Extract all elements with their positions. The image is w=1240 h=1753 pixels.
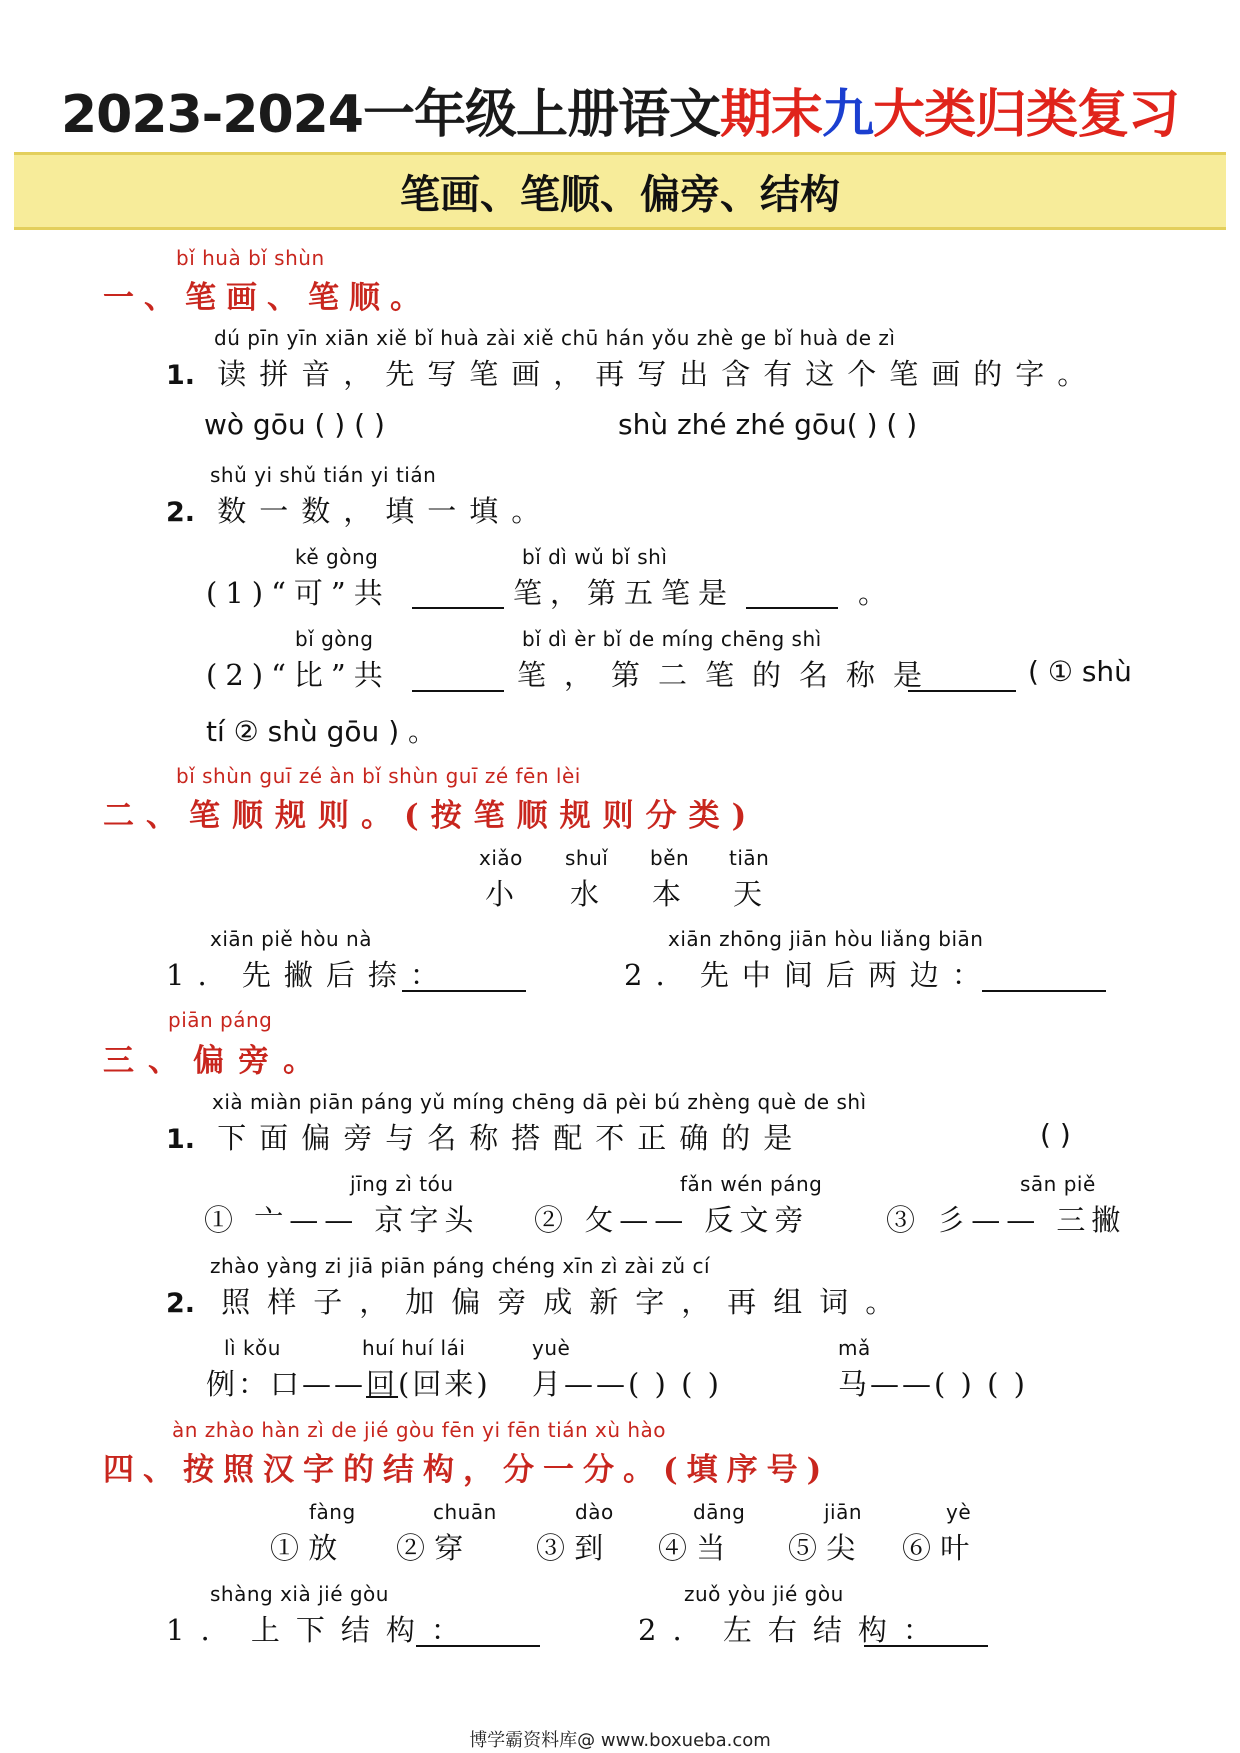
s3-q2	[166, 1280, 911, 1321]
s1-q1-answer-a[interactable]: wò gōu ( ) ( )	[204, 408, 385, 441]
s1-q2-1-b: 笔，第五笔是	[513, 576, 736, 610]
s1-q1-text: 读拼音，先写笔画，再写出含有这个笔画的字。	[217, 357, 1100, 391]
s2-q1: 1. 先撇后捺：	[166, 958, 452, 992]
s4-pinyin: àn zhào hàn zì de jié gòu fēn yi fēn tián xù hào	[172, 1418, 667, 1442]
s3-pinyin: piān páng	[168, 1008, 273, 1032]
title-red-2: 大类归类复习	[873, 85, 1180, 145]
s3-opt2-pinyin: fǎn wén páng	[680, 1172, 823, 1196]
s3-q2-text: 照样子，加偏旁成新字，再组词。	[221, 1285, 912, 1319]
s3-ex-pinyin-b: huí huí lái	[362, 1336, 466, 1360]
s4-char-6: ⑥ 叶	[902, 1531, 970, 1565]
s1-q2-1-blank-1[interactable]	[412, 605, 504, 609]
banner-text: 笔画、笔顺、偏旁、结构	[400, 172, 840, 218]
title-red-1: 期末	[720, 85, 823, 145]
s3-q1-num: 1.	[166, 1124, 196, 1155]
s2-q1-blank[interactable]	[402, 988, 526, 992]
s4-char-4: ④ 当	[658, 1531, 726, 1565]
s1-q2-2-d: tí ② shù gōu ) 。	[206, 715, 437, 748]
s4-char-2: ② 穿	[396, 1531, 464, 1565]
s1-q2-2-b: 笔，第二笔的名称是	[517, 658, 941, 692]
s3-opt1-pinyin: jīng zì tóu	[350, 1172, 454, 1196]
s1-q2-2-pinyin-a: bǐ gòng	[295, 627, 374, 651]
s2-q2: 2. 先中间后两边：	[624, 958, 994, 992]
s1-q2	[166, 489, 553, 530]
s4-q1: 1. 上下结构：	[166, 1613, 476, 1647]
s1-q1-answer-b[interactable]: shù zhé zhé gōu( ) ( )	[618, 408, 918, 441]
s3-ex-pinyin-a: lì kǒu	[224, 1336, 281, 1360]
s3-ex-pinyin-c: yuè	[532, 1336, 571, 1360]
s3-ex-yue[interactable]: 月——( ) ( )	[532, 1367, 722, 1401]
title-black: 2023-2024一年级上册语文	[60, 85, 720, 145]
s1-q2-1-blank-2[interactable]	[746, 605, 838, 609]
s4-title: 四、按照汉字的结构，分一分。(填序号)	[103, 1452, 831, 1488]
s2-title: 二、笔顺规则。(按笔顺规则分类)	[103, 798, 759, 834]
s4-char-pinyin-3: dào	[575, 1500, 614, 1524]
s4-char-5: ⑤ 尖	[788, 1531, 856, 1565]
s2-q2-pinyin: xiān zhōng jiān hòu liǎng biān	[668, 927, 984, 951]
s3-ex-b: 回	[366, 1367, 399, 1401]
s4-char-3: ③ 到	[536, 1531, 604, 1565]
s4-q2-blank[interactable]	[864, 1643, 988, 1647]
s4-q2: 2. 左右结构：	[638, 1613, 948, 1647]
s1-q2-1-c: 。	[858, 576, 901, 610]
s4-q2-pinyin: zuǒ yòu jié gòu	[684, 1582, 844, 1606]
s1-q2-1-pinyin-b: bǐ dì wǔ bǐ shì	[522, 545, 668, 569]
s3-opt3: ③ 彡—— 三撇	[886, 1203, 1127, 1237]
s4-q1-blank[interactable]	[416, 1643, 540, 1647]
s4-q1-pinyin: shàng xià jié gòu	[210, 1582, 389, 1606]
s1-q2-text: 数一数，填一填。	[217, 494, 554, 528]
s2-q1-pinyin: xiān piě hòu nà	[210, 927, 372, 951]
s2-char-pinyin-3: běn	[650, 846, 690, 870]
s4-char-pinyin-5: jiān	[824, 1500, 863, 1524]
s1-q2-num: 2.	[166, 497, 196, 528]
s1-q1	[166, 352, 1099, 393]
s3-q2-num: 2.	[166, 1288, 196, 1319]
s1-q2-2-pinyin-b: bǐ dì èr bǐ de míng chēng shì	[522, 627, 822, 651]
title-blue: 九	[822, 85, 874, 145]
s3-opt1: ① 亠—— 京字头	[204, 1203, 480, 1237]
page-title	[0, 72, 1240, 147]
s1-q2-2-c: ( ① shù	[1028, 655, 1132, 688]
s3-q1-pinyin: xià miàn piān páng yǔ míng chēng dā pèi bú zhèng què de shì	[212, 1090, 867, 1114]
s3-q1	[166, 1116, 805, 1157]
s4-char-1: ① 放	[270, 1531, 338, 1565]
s3-q2-pinyin: zhào yàng zi jiā piān páng chéng xīn zì zài zǔ cí	[210, 1254, 710, 1278]
s1-q2-2-a: (2)“比”共	[206, 658, 391, 692]
s3-opt3-pinyin: sān piě	[1020, 1172, 1096, 1196]
s1-title: 一、笔画、笔顺。	[103, 280, 431, 316]
s1-q1-pinyin: dú pīn yīn xiān xiě bǐ huà zài xiě chū hán yǒu zhè ge bǐ huà de zì	[214, 326, 896, 350]
s3-q1-answer[interactable]: ( )	[1040, 1118, 1071, 1151]
s1-pinyin: bǐ huà bǐ shùn	[176, 246, 325, 270]
s3-title: 三、偏旁。	[103, 1043, 328, 1079]
s2-char-pinyin-1: xiǎo	[479, 846, 523, 870]
s3-ex-pinyin-d: mǎ	[838, 1336, 871, 1360]
s1-q2-1-a: (1)“可”共	[206, 576, 391, 610]
s2-char-1: 小	[485, 877, 515, 911]
s2-pinyin: bǐ shùn guī zé àn bǐ shùn guī zé fēn lèi	[176, 764, 581, 788]
s2-q2-blank[interactable]	[982, 988, 1106, 992]
s1-q2-2-blank-2[interactable]	[908, 688, 1016, 692]
s1-q2-2-blank-1[interactable]	[412, 688, 504, 692]
s1-q1-num: 1.	[166, 360, 196, 391]
s1-q2-1-pinyin-a: kě gòng	[295, 545, 379, 569]
s4-char-pinyin-6: yè	[946, 1500, 972, 1524]
s4-char-pinyin-2: chuān	[433, 1500, 497, 1524]
s3-q1-text: 下面偏旁与名称搭配不正确的是	[217, 1121, 806, 1155]
s2-char-pinyin-4: tiān	[729, 846, 770, 870]
s2-char-pinyin-2: shuǐ	[565, 846, 609, 870]
s3-ex-c: (回来)	[398, 1367, 491, 1401]
s3-ex-a: 例：口——	[206, 1367, 367, 1401]
s4-char-pinyin-1: fàng	[309, 1500, 356, 1524]
s4-char-pinyin-4: dāng	[693, 1500, 746, 1524]
s3-opt2: ② 攵—— 反文旁	[534, 1203, 810, 1237]
s3-ex-ma[interactable]: 马——( ) ( )	[838, 1367, 1028, 1401]
s3-example	[206, 1362, 491, 1403]
s2-char-4: 天	[733, 877, 763, 911]
s2-char-2: 水	[570, 877, 600, 911]
s2-char-3: 本	[652, 877, 682, 911]
s1-q2-pinyin: shǔ yi shǔ tián yi tián	[210, 463, 437, 487]
footer-watermark: 博学霸资料库@ www.boxueba.com	[469, 1730, 771, 1751]
